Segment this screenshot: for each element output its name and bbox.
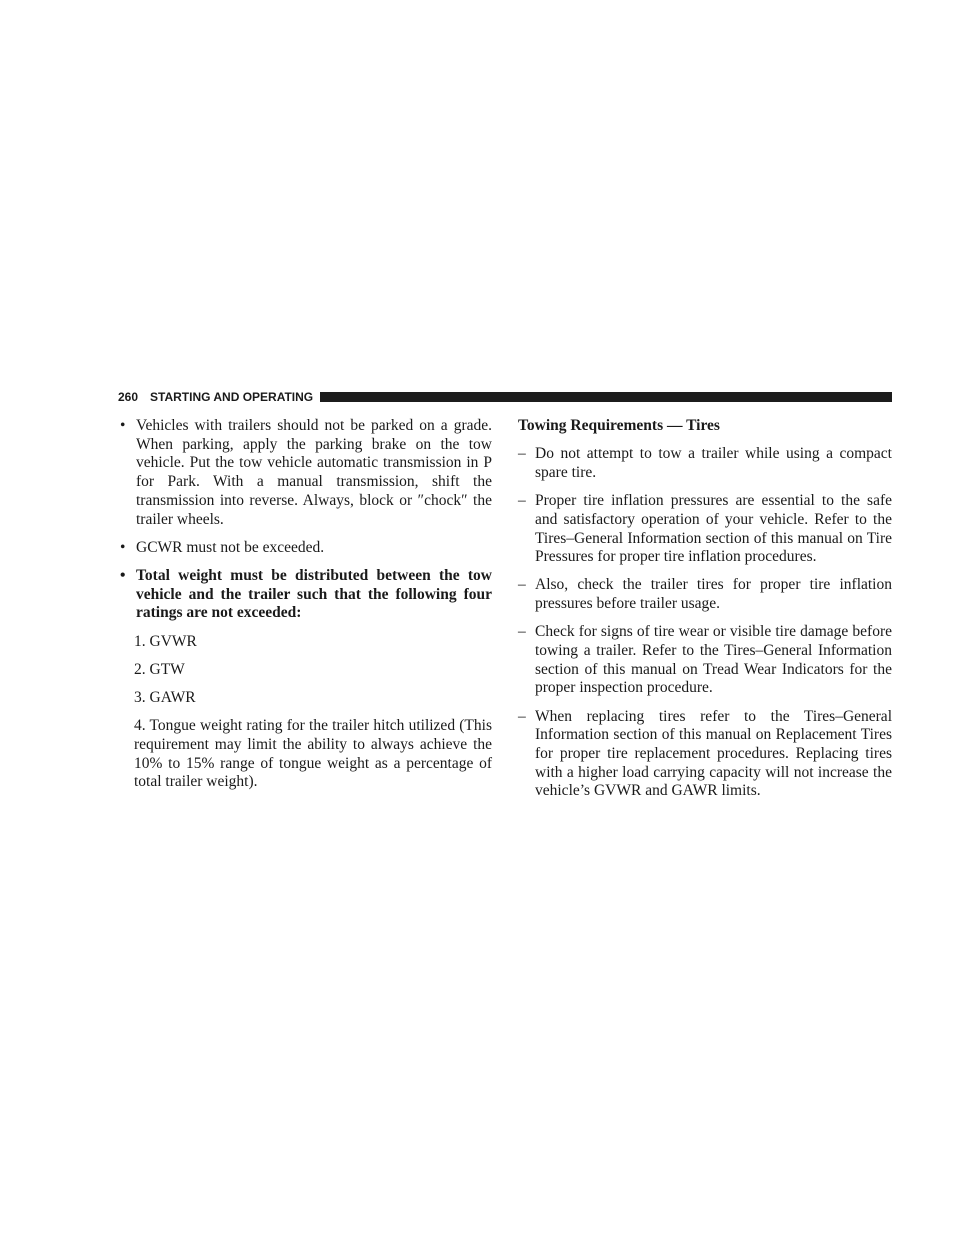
dash-item [518, 445, 892, 482]
numbered-item: 3. GAWR [134, 688, 196, 706]
dash-item [518, 623, 892, 698]
page-number: 260 [118, 390, 139, 404]
bullet-marker: • [120, 538, 126, 556]
dash-text: Also, check the trailer tires for proper tire inflation pressures before trailer usage. [535, 576, 892, 613]
dash-item [518, 492, 892, 567]
dash-text: Proper tire inflation pressures are essential to the safe and satisfactory operation of your vehicle. Refer to the Tires–General Information section of this manual on Tire Pressures for proper tire inflation procedures. [535, 492, 892, 566]
bullet-marker: • [120, 566, 126, 584]
dash-text: Do not attempt to tow a trailer while using a compact spare tire. [535, 445, 892, 481]
bullet-item [118, 539, 492, 558]
dash-text: When replacing tires refer to the Tires–General Information section of this manual on Replacement Tires for proper tire replacement procedures. Replacing tires with a higher load carrying capacity will not increase the vehicle’s GVWR and GAWR limits. [535, 707, 892, 800]
dash-text: Check for signs of tire wear or visible tire damage before towing a trailer. Refer to the Tires–General Information section of this manual on Tread Wear Indicators for the proper inspection procedure. [535, 623, 892, 697]
bullet-text: Total weight must be distributed between the tow vehicle and the trailer such that the following four ratings are not exceeded: [136, 566, 492, 622]
right-column [518, 417, 892, 811]
bullet-item [118, 567, 492, 623]
bullet-text: Vehicles with trailers should not be parked on a grade. When parking, apply the parking brake on the tow vehicle. Put the tow vehicle automatic transmission in P for Park. With a manual transmission, shift the transmission into reverse. Always, block or ″chock″ the trailer wheels. [136, 417, 492, 528]
dash-marker: – [518, 576, 526, 594]
section-title: STARTING AND OPERATING [150, 390, 314, 404]
numbered-item: 2. GTW [134, 660, 185, 678]
subsection-heading: Towing Requirements — Tires [518, 417, 720, 434]
bullet-text: GCWR must not be exceeded. [136, 538, 325, 556]
dash-item [518, 708, 892, 802]
page-header [118, 389, 892, 405]
dash-marker: – [518, 707, 526, 725]
dash-item [518, 576, 892, 613]
numbered-item: 1. GVWR [134, 632, 197, 650]
bullet-item [118, 417, 492, 529]
dash-marker: – [518, 623, 526, 641]
header-rule [320, 392, 892, 402]
numbered-paragraph: 4. Tongue weight rating for the trailer hitch utilized (This requirement may limit the ability to always achieve the 10% to 15% range of tongue weight as a percentage of total trailer weight). [134, 717, 492, 791]
dash-marker: – [518, 492, 526, 510]
left-column [118, 417, 492, 801]
bullet-marker: • [120, 417, 126, 434]
dash-marker: – [518, 445, 526, 463]
